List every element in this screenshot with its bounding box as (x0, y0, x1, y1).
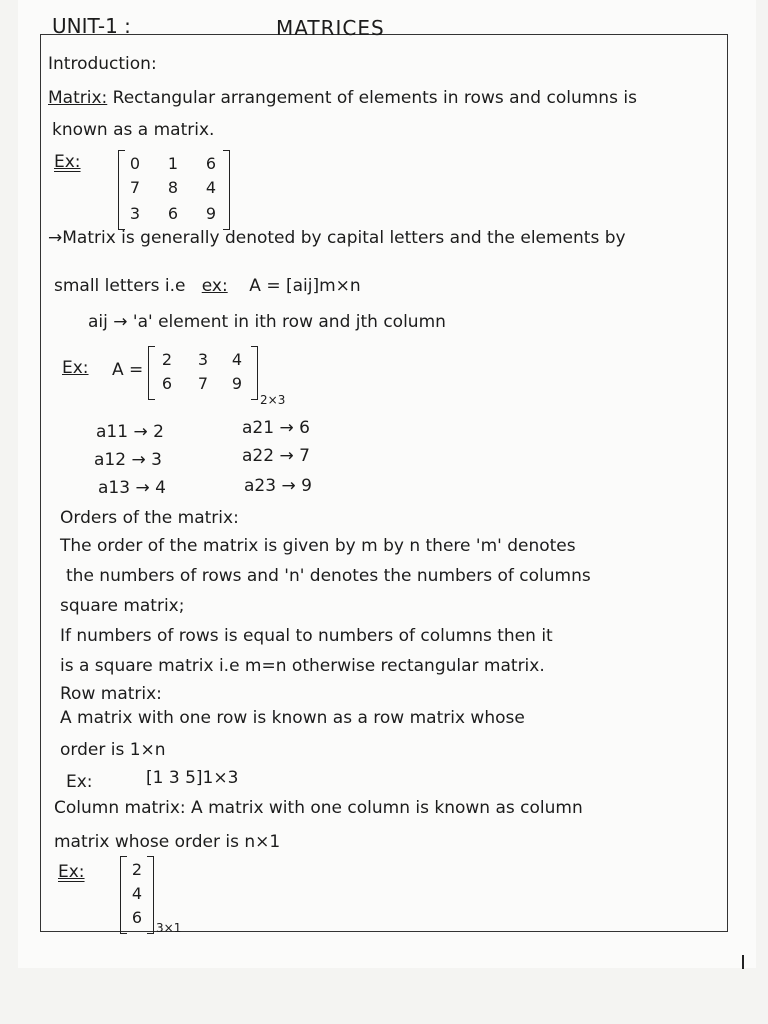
row-example: [1 3 5]1×3 (146, 768, 239, 788)
square-line1: If numbers of rows is equal to numbers of columns then it (60, 626, 553, 646)
matrix-cell: 6 (167, 204, 179, 223)
matrix-cell: 3 (197, 350, 209, 369)
notation-line3: aij → 'a' element in ith row and jth column (88, 312, 446, 332)
matrix-cell: 7 (197, 374, 209, 393)
matrix-cell: 9 (205, 204, 217, 223)
definition-line2: known as a matrix. (52, 120, 215, 140)
entry-left: a13 → 4 (98, 478, 166, 498)
entry-right: a22 → 7 (242, 446, 310, 466)
definition-term: Matrix: (48, 88, 108, 108)
notation-ex-label: ex: (201, 276, 228, 296)
row-line2: order is 1×n (60, 740, 166, 760)
intro-heading: Introduction: (48, 54, 157, 74)
matrix-cell: 6 (161, 374, 173, 393)
column-example-label: Ex: (58, 862, 85, 882)
notation-formula: A = [aij]m×n (249, 276, 361, 296)
notation-line1: →Matrix is generally denoted by capital letters and the elements by (48, 228, 626, 248)
page-edge-mark (742, 955, 744, 969)
matrix-cell: 2 (161, 350, 173, 369)
matrix-cell: 6 (205, 154, 217, 173)
row-heading: Row matrix: (60, 684, 162, 704)
example-label: Ex: (54, 152, 81, 172)
notation-text: small letters i.e (54, 276, 186, 296)
matrix-cell: 0 (129, 154, 141, 173)
matrix-cell: 6 (131, 908, 143, 927)
matrix-cell: 4 (205, 178, 217, 197)
entry-right: a21 → 6 (242, 418, 310, 438)
entry-left: a12 → 3 (94, 450, 162, 470)
example2-label: Ex: (62, 358, 89, 378)
row-example-label: Ex: (66, 772, 93, 792)
matrix-cell: 3 (129, 204, 141, 223)
row-line1: A matrix with one row is known as a row matrix whose (60, 708, 525, 728)
unit-label: UNIT-1 : (52, 14, 131, 38)
matrix-cell: 9 (231, 374, 243, 393)
matrix-cell: 1 (167, 154, 179, 173)
matrix-definition (48, 88, 637, 108)
matrix-cell: 4 (131, 884, 143, 903)
square-heading: square matrix; (60, 596, 185, 616)
matrix-cell: 7 (129, 178, 141, 197)
orders-heading: Orders of the matrix: (60, 508, 239, 528)
notation-line2 (54, 276, 361, 296)
matrix-cell: 8 (167, 178, 179, 197)
example-matrix-2x3 (148, 346, 258, 400)
entry-left: a11 → 2 (96, 422, 164, 442)
column-line2: matrix whose order is n×1 (54, 832, 281, 852)
square-line2: is a square matrix i.e m=n otherwise rectangular matrix. (60, 656, 545, 676)
entry-right: a23 → 9 (244, 476, 312, 496)
example-matrix-column (120, 856, 154, 934)
definition-line1: Rectangular arrangement of elements in rows and columns is (112, 88, 637, 108)
column-example-order: 3×1 (156, 921, 182, 935)
example2-lhs: A = (112, 360, 144, 380)
example-matrix-3x3 (118, 150, 230, 230)
column-line1: Column matrix: A matrix with one column is known as column (54, 798, 583, 818)
matrix-cell: 2 (131, 860, 143, 879)
example2-order: 2×3 (260, 393, 286, 407)
right-bracket (251, 346, 258, 400)
matrix-cell: 4 (231, 350, 243, 369)
orders-line1: The order of the matrix is given by m by n there 'm' denotes (60, 536, 576, 556)
orders-line2: the numbers of rows and 'n' denotes the numbers of columns (66, 566, 591, 586)
page-title: MATRICES (276, 16, 385, 40)
